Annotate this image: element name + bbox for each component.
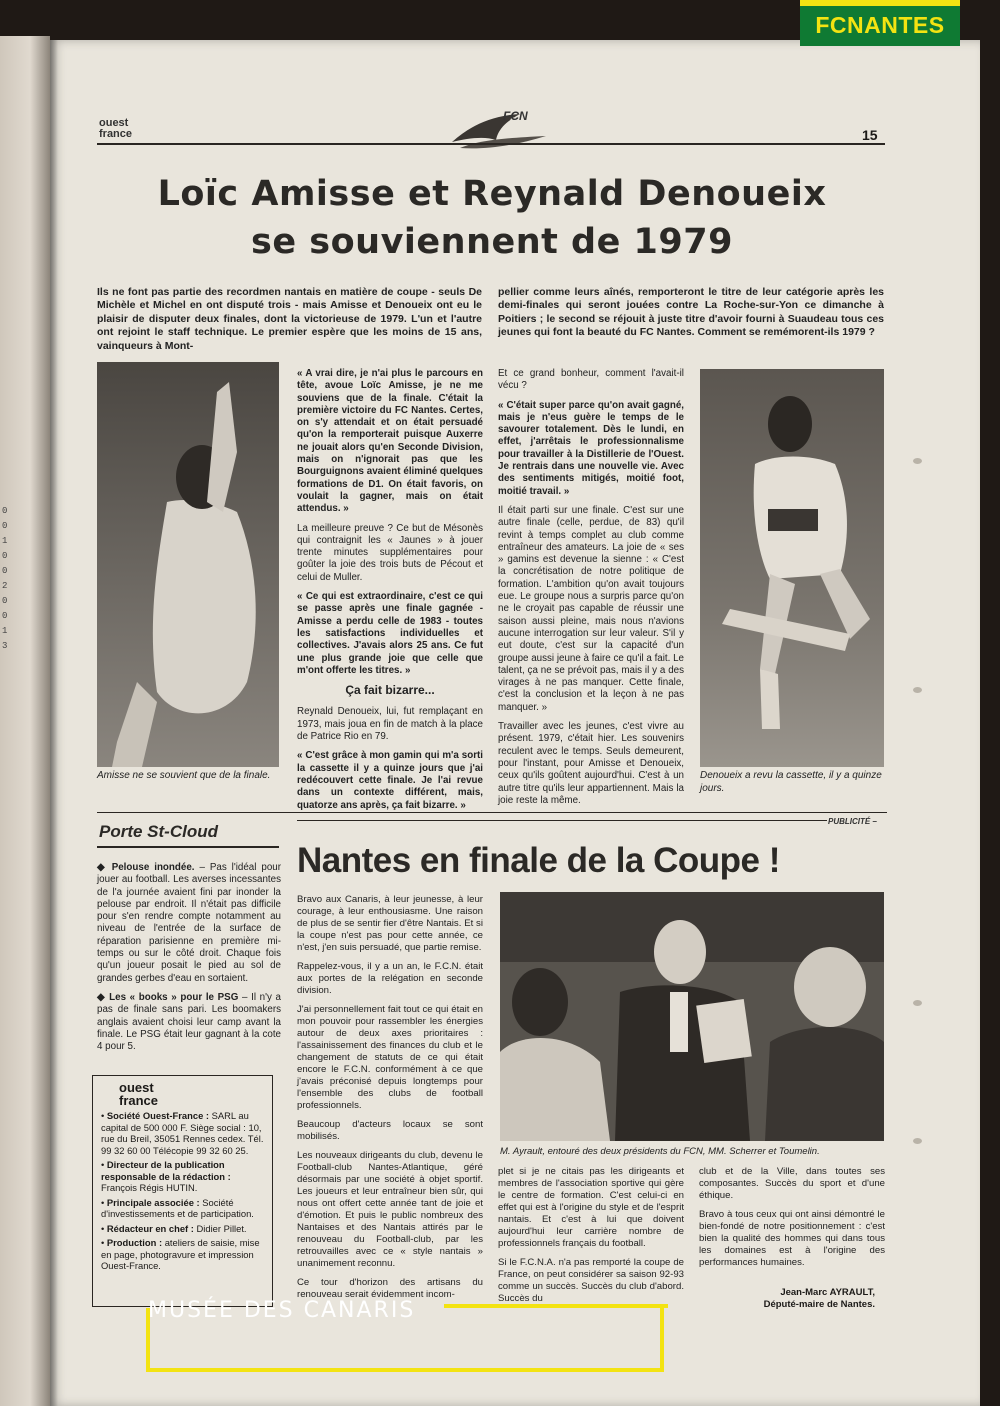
- imprint-label: Société Ouest-France :: [106, 1110, 210, 1121]
- page-number: 15: [862, 127, 878, 143]
- col2-paragraph: Et ce grand bonheur, comment l'avait-il vécu ?: [498, 368, 684, 392]
- imprint-text: SARL au capital de 500 000 F. Siège social : 10, rue du Breil, 35051 Rennes cedex. Tél. 99 32 60 00 Télécopie 99 32 60 25.: [101, 1110, 264, 1156]
- photo-denoueix: [700, 369, 884, 767]
- page-spine-shadow: [50, 40, 58, 1406]
- imprint-logo: [119, 1081, 264, 1107]
- imprint-box: [92, 1075, 273, 1307]
- ouest-france-logo: [99, 118, 147, 140]
- advert-signature: [715, 1287, 875, 1311]
- brand-banner: [800, 0, 960, 46]
- imprint-text: François Régis HUTIN.: [101, 1182, 198, 1193]
- advert-paragraph: Les nouveaux dirigeants du club, devenu le Football-club Nantes-Atlantique, géré désormais par une société à objet sportif. Les joueurs et leur entraîneur bien sûr, qui nous ont offert cette année tant de joie et d'émotion. Et puis le public nombreux des Nantaises et des Nantais attirés par le renouveau du Football-club, par les retrouvailles avec ce « style nantais » unanimement reconnu.: [297, 1150, 483, 1269]
- facing-page-edge: [0, 36, 50, 1406]
- col1-paragraph: Reynald Denoueix, lui, fut remplaçant en 1973, mais joua en fin de match à la place de Patrice Rio en 79.: [297, 706, 483, 743]
- facing-page-fragment: 2: [2, 581, 8, 591]
- photo-amisse: [97, 362, 279, 767]
- facing-page-fragment: 0: [2, 596, 8, 606]
- sidebar-note-title: Les « books » pour le PSG: [109, 991, 239, 1003]
- caption-denoueix: Denoueix a revu la cassette, il y a quinze jours.: [700, 770, 882, 794]
- sidebar-note-text: – Il n'y a pas de finale sans pari. Les boomakers anglais avaient choisi leur camp avant la finale. Le PSG était leur gagnant à la cote 4 pour 5.: [97, 991, 281, 1053]
- imprint-item: • Principale associée : Société d'investissements et de participation.: [101, 1196, 254, 1219]
- lead-paragraph-left: Ils ne font pas partie des recordmen nantais en matière de coupe - seuls De Michèle et Michel en ont disputé trois - mais Amisse et Denoueix ont eu le plaisir de disputer deux finales, dont la victorieuse de 1979. L'un et l'autre ont rejoint le staff technique. Le premier espère que les moins de 15 ans, vainqueurs à Mont-: [97, 286, 482, 352]
- museum-label: MUSÉE DES CANARIS: [148, 1298, 416, 1323]
- imprint-item: • Société Ouest-France : SARL au capital de 500 000 F. Siège social : 10, rue du Breil, 35051 Rennes cedex. Tél. 99 32 60 00 Télécopie 99 32 60 25.: [101, 1110, 264, 1156]
- advert-paragraph: club et de la Ville, dans toutes ses composantes. Succès du sport et d'une éthique.: [699, 1166, 885, 1201]
- signature-title: Député-maire de Nantes.: [763, 1299, 875, 1310]
- logo-line-1: ouest: [99, 117, 129, 129]
- punch-hole: [913, 1000, 922, 1006]
- advert-paragraph: Rappelez-vous, il y a un an, le F.C.N. était aux portes de la relégation en seconde division.: [297, 961, 483, 996]
- imprint-label: Directeur de la publication responsable de la rédaction :: [101, 1159, 231, 1182]
- advert-label: PUBLICITÉ –: [828, 817, 877, 826]
- advert-paragraph: Ce tour d'horizon des artisans du renouveau serait évidemment incom-: [297, 1277, 483, 1300]
- col1-paragraph: « C'est grâce à mon gamin qui m'a sorti la cassette il y a quinze jours que j'ai redécouvert cette finale. Je l'ai revue dans un contexte différent, mais, quatorze ans après, ça fait bizarre. »: [297, 750, 483, 811]
- sidebar-notes: [97, 862, 281, 1060]
- sidebar-note: [97, 992, 281, 1053]
- sidebar-title-rule: [97, 846, 279, 848]
- article-column-2: [498, 368, 684, 814]
- imprint-label: Production :: [106, 1237, 163, 1248]
- header-rule: [97, 143, 885, 145]
- headline-line-2: se souviennent de 1979: [251, 222, 733, 262]
- punch-hole: [913, 687, 922, 693]
- sidebar-title: Porte St-Cloud: [99, 822, 218, 841]
- imprint-text: ateliers de saisie, mise en page, photogravure et impression Ouest-France.: [101, 1237, 260, 1271]
- punch-hole: [913, 1138, 922, 1144]
- imprint-label: Rédacteur en chef :: [106, 1222, 194, 1234]
- imprint-text: Didier Pillet.: [196, 1222, 247, 1234]
- facing-page-fragment: 0: [2, 566, 8, 576]
- col2-paragraph: « C'était super parce qu'on avait gagné, mais je n'eus guère le temps de le savourer totalement. Dès le lundi, en effet, j'arrêtais le professionnalisme pour travailler à la Distillerie de l'Ouest. Je rentrais dans une nouvelle vie. Avec des sentiments mitigés, moitié foot, moitié travail. »: [498, 399, 684, 497]
- sidebar-note-bullet: ◆: [97, 991, 110, 1003]
- facing-page-fragment: 1: [2, 626, 8, 636]
- photo-ayrault: [500, 892, 884, 1141]
- advert-paragraph: plet si je ne citais pas les dirigeants et membres de l'association sportive qui gère le centre de formation. C'est celui-ci en effet qui est à l'origine du style et de l'esprit nantais. Et c'est à lui que doivent aujourd'hui leur carrière nombre de professionnels français du football.: [498, 1166, 684, 1249]
- facing-page-fragment: 0: [2, 521, 8, 531]
- sidebar-note: [97, 862, 281, 985]
- brand-strip: [800, 0, 960, 6]
- lead-paragraph-right: pellier comme leurs aînés, remporteront le titre de leur catégorie après les demi-finales qui seront jouées contre La Roche-sur-Yon ce dimanche à Poitiers ; le second se réjouit à juste titre d'avoir fourni à Suaudeau tous ces jeunes qui font la beauté du FC Nantes. Comment se remémorent-ils 1979 ?: [498, 286, 884, 339]
- advert-column-left: [297, 894, 483, 1308]
- col1-paragraph: La meilleure preuve ? Ce but de Mésonès qui contraignit les « Jaunes » à jouer trente minutes supplémentaires pour goûter la joie des trois buts de Pécout et celui de Muller.: [297, 522, 483, 583]
- logo-line-2: france: [99, 128, 133, 140]
- fcn-logo-text: FCN: [503, 109, 528, 123]
- col1-paragraph: « A vrai dire, je n'ai plus le parcours en tête, avoue Loïc Amisse, je ne me souviens que de la finale. C'était la première victoire du FC Nantes. Certes, on s'y attendait et on était persuadé qu'on la remporterait puisque Auxerre ne jouait alors qu'en Seconde Division, mais on n'ignorait pas que les Bourguignons avaient éliminé quelques formations de D1. On était favoris, on voulait la gagner, mais on était attendus. »: [297, 368, 483, 515]
- section-divider: [97, 812, 887, 813]
- col1-paragraph: « Ce qui est extraordinaire, c'est ce qui se passe après une finale gagnée - Amisse a perdu celle de 1983 - toutes les satisfactions individuelles et collectives. J'avais alors 25 ans. Ce fut une plus grande joie que celle que m'ont offerte les titres. »: [297, 591, 483, 676]
- article-column-1: [297, 368, 483, 819]
- imprint-logo-line-2: france: [119, 1093, 159, 1108]
- article-headline: [97, 170, 887, 266]
- sidebar-note-bullet: ◆: [97, 862, 112, 873]
- sidebar-note-text: – Pas l'idéal pour jouer au football. Les averses incessantes de l'a journée avaient fini par inonder la pelouse par endroit. Il n'était pas difficile pour s'en rendre compte notamment au niveau de l'entrée de la surface de réparation parisienne en première mi-temps ou sur le côté droit. Chaque fois qu'un joueur posait le pied au sol de grandes gerbes d'eau en sortaient.: [97, 862, 281, 984]
- facing-page-fragment: 0: [2, 611, 8, 621]
- advert-paragraph: Bravo à tous ceux qui ont ainsi démontré le bien-fondé de notre positionnement : c'est bien la qualité des hommes qui dans tous les domaines est à l'origine des performances humaines.: [699, 1209, 885, 1268]
- facing-page-fragment: 1: [2, 536, 8, 546]
- museum-frame-corner: [660, 1308, 664, 1318]
- imprint-text: Société d'investissements et de participation.: [101, 1196, 254, 1219]
- imprint-item: • Production : ateliers de saisie, mise en page, photogravure et impression Ouest-France.: [101, 1237, 260, 1271]
- facing-page-fragment: 3: [2, 641, 8, 651]
- col1-subheading: Ça fait bizarre...: [345, 683, 435, 698]
- facing-page-fragment: 0: [2, 551, 8, 561]
- advert-paragraph: J'ai personnellement fait tout ce qui était en mon pouvoir pour rassembler les énergies autour de deux axes prioritaires : l'assainissement des finances du club et le changement de statuts de ce qui était encore le F.C.N. conformément à ce que j'avais préconisé depuis longtemps pour l'ensemble des clubs de football professionnels.: [297, 1004, 483, 1111]
- advert-paragraph: Si le F.C.N.A. n'a pas remporté la coupe de France, on peut considérer sa saison 92-93 comme un succès. Succès du club d'abord. Succès du: [498, 1257, 684, 1304]
- headline-line-1: Loïc Amisse et Reynald Denoueix: [157, 174, 827, 214]
- fcn-canary-logo: [450, 106, 550, 152]
- sidebar-note-title: Pelouse inondée.: [111, 862, 195, 873]
- advert-paragraph: Beaucoup d'acteurs locaux se sont mobilisés.: [297, 1119, 483, 1142]
- advert-headline: Nantes en finale de la Coupe !: [297, 841, 780, 880]
- caption-ayrault: M. Ayrault, entouré des deux présidents du FCN, MM. Scherrer et Toumelin.: [500, 1146, 820, 1157]
- imprint-item: • Rédacteur en chef : Didier Pillet.: [101, 1222, 247, 1234]
- col2-paragraph: Il était parti sur une finale. C'est sur une autre finale (celle, perdue, de 83) qu'il revint à temps complet au club comme entraîneur des amateurs. La joie de « ses » gamins est devenue la sienne : « C'est la concrétisation de notre politique de formation. L'ambition qu'on avait toujours eue. Le groupe nous a surpris parce qu'on ne le croyait pas capable de réussir une saison aussi pleine, mais nous n'avions aucune interrogation sur leur valeur. S'il y eut doute, c'est sur la capacité d'un groupe aussi jeune à faire ce qu'il a fait. Le talent, ça ne se prévoit pas, mais il y a des virages à ne pas manquer. Cette finale, c'est la conclusion et la leçon à ne pas manquer. »: [498, 504, 684, 713]
- advert-top-rule: [297, 820, 827, 821]
- advert-column-right: [699, 1166, 885, 1276]
- facing-page-fragment: 0: [2, 506, 8, 516]
- punch-hole: [913, 458, 922, 464]
- advert-paragraph: Bravo aux Canaris, à leur jeunesse, à leur courage, à leur enthousiasme. Une raison de plus de se sentir fier d'être Nantais. Et si la coupe n'est pas pour cette année, ce n'est, j'en suis persuadé, que partie remise.: [297, 894, 483, 953]
- imprint-label: Principale associée :: [106, 1196, 200, 1208]
- signature-name: Jean-Marc AYRAULT,: [780, 1287, 875, 1298]
- col2-paragraph: Travailler avec les jeunes, c'est vivre au présent. 1979, c'était hier. Les souvenirs reculent avec le temps. Seuls demeurent, pour l'instant, pour Amisse et Denoueix, ceux qu'ils goûtent aujourd'hui. C'est à un autre titre qu'ils leur appartiennent. Mais la joie reste la même.: [498, 721, 684, 806]
- brand-name: FCNANTES: [815, 12, 945, 38]
- imprint-logo-line-1: ouest: [119, 1080, 154, 1095]
- advert-column-middle: [498, 1166, 684, 1312]
- imprint-item: • Directeur de la publication responsable de la rédaction : François Régis HUTIN.: [101, 1159, 231, 1193]
- caption-amisse: Amisse ne se souvient que de la finale.: [97, 770, 271, 781]
